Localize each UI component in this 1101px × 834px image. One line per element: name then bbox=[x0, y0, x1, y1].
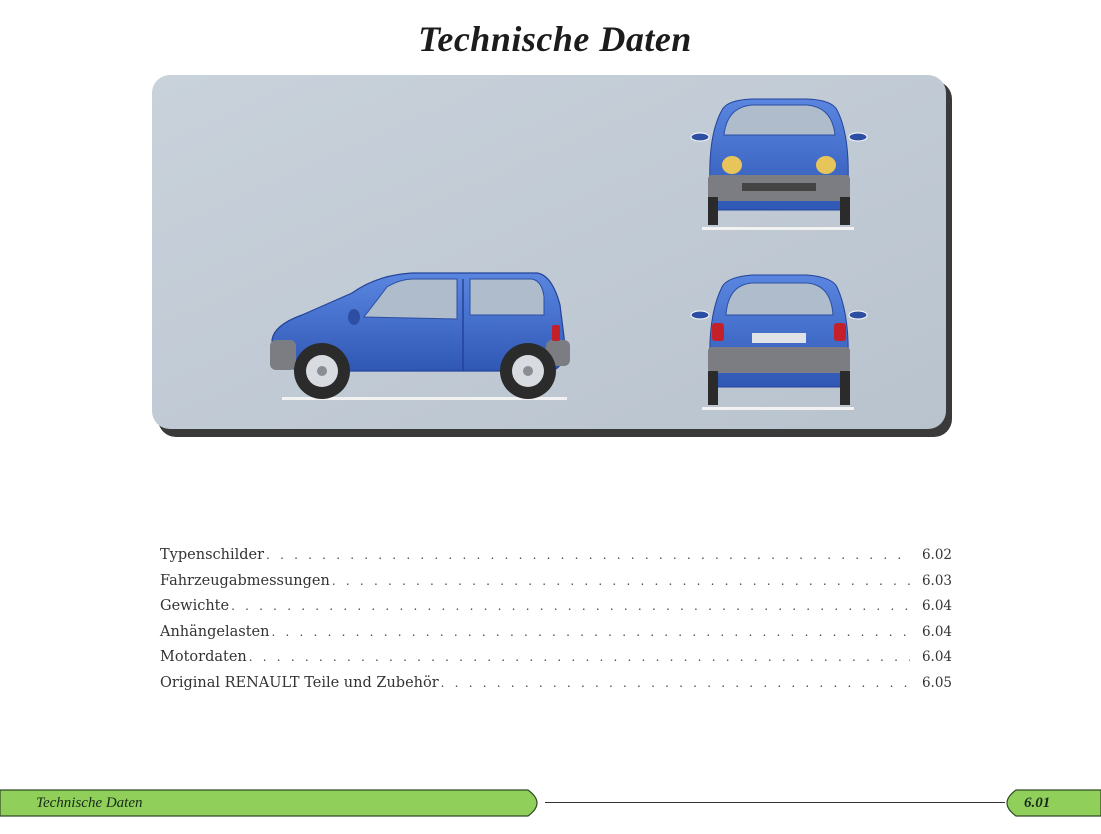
toc-leader-dots bbox=[441, 671, 910, 697]
toc-entry-page: 6.04 bbox=[921, 623, 952, 640]
toc-leader-dots bbox=[249, 645, 910, 671]
toc-leader-dots bbox=[332, 569, 910, 595]
toc-entry-page: 6.03 bbox=[921, 572, 952, 589]
toc-entry[interactable] bbox=[160, 594, 952, 620]
toc-entry[interactable] bbox=[160, 543, 952, 569]
toc-entry[interactable] bbox=[160, 620, 952, 646]
toc-entry-label: Typenschilder bbox=[160, 547, 265, 563]
renault-twingo-illustration bbox=[152, 75, 952, 437]
toc-entry-label: Fahrzeugabmessungen bbox=[160, 572, 330, 589]
toc-entry-page: 6.02 bbox=[921, 547, 952, 563]
footer-page-number: 6.01 bbox=[1024, 795, 1051, 811]
toc-entry-label: Gewichte bbox=[160, 598, 230, 614]
toc-entry[interactable] bbox=[160, 569, 952, 595]
table-of-contents bbox=[160, 543, 952, 696]
footer-section-label: Technische Daten bbox=[36, 795, 143, 811]
toc-entry-page: 6.05 bbox=[921, 674, 952, 691]
toc-entry[interactable] bbox=[160, 645, 952, 671]
footer-divider bbox=[545, 802, 1005, 803]
toc-entry-page: 6.04 bbox=[921, 598, 952, 614]
car-front-view bbox=[691, 99, 867, 230]
toc-entry-label: Original RENAULT Teile und Zubehör bbox=[160, 674, 439, 691]
toc-leader-dots bbox=[231, 594, 910, 620]
toc-entry[interactable] bbox=[160, 671, 952, 697]
illustration-panel bbox=[152, 75, 952, 437]
toc-leader-dots bbox=[266, 543, 910, 569]
toc-entry-label: Anhängelasten bbox=[160, 623, 270, 640]
toc-entry-page: 6.04 bbox=[921, 649, 952, 665]
toc-leader-dots bbox=[271, 620, 910, 646]
page-title: Technische Daten bbox=[418, 19, 692, 59]
toc-entry-label: Motordaten bbox=[160, 649, 247, 665]
